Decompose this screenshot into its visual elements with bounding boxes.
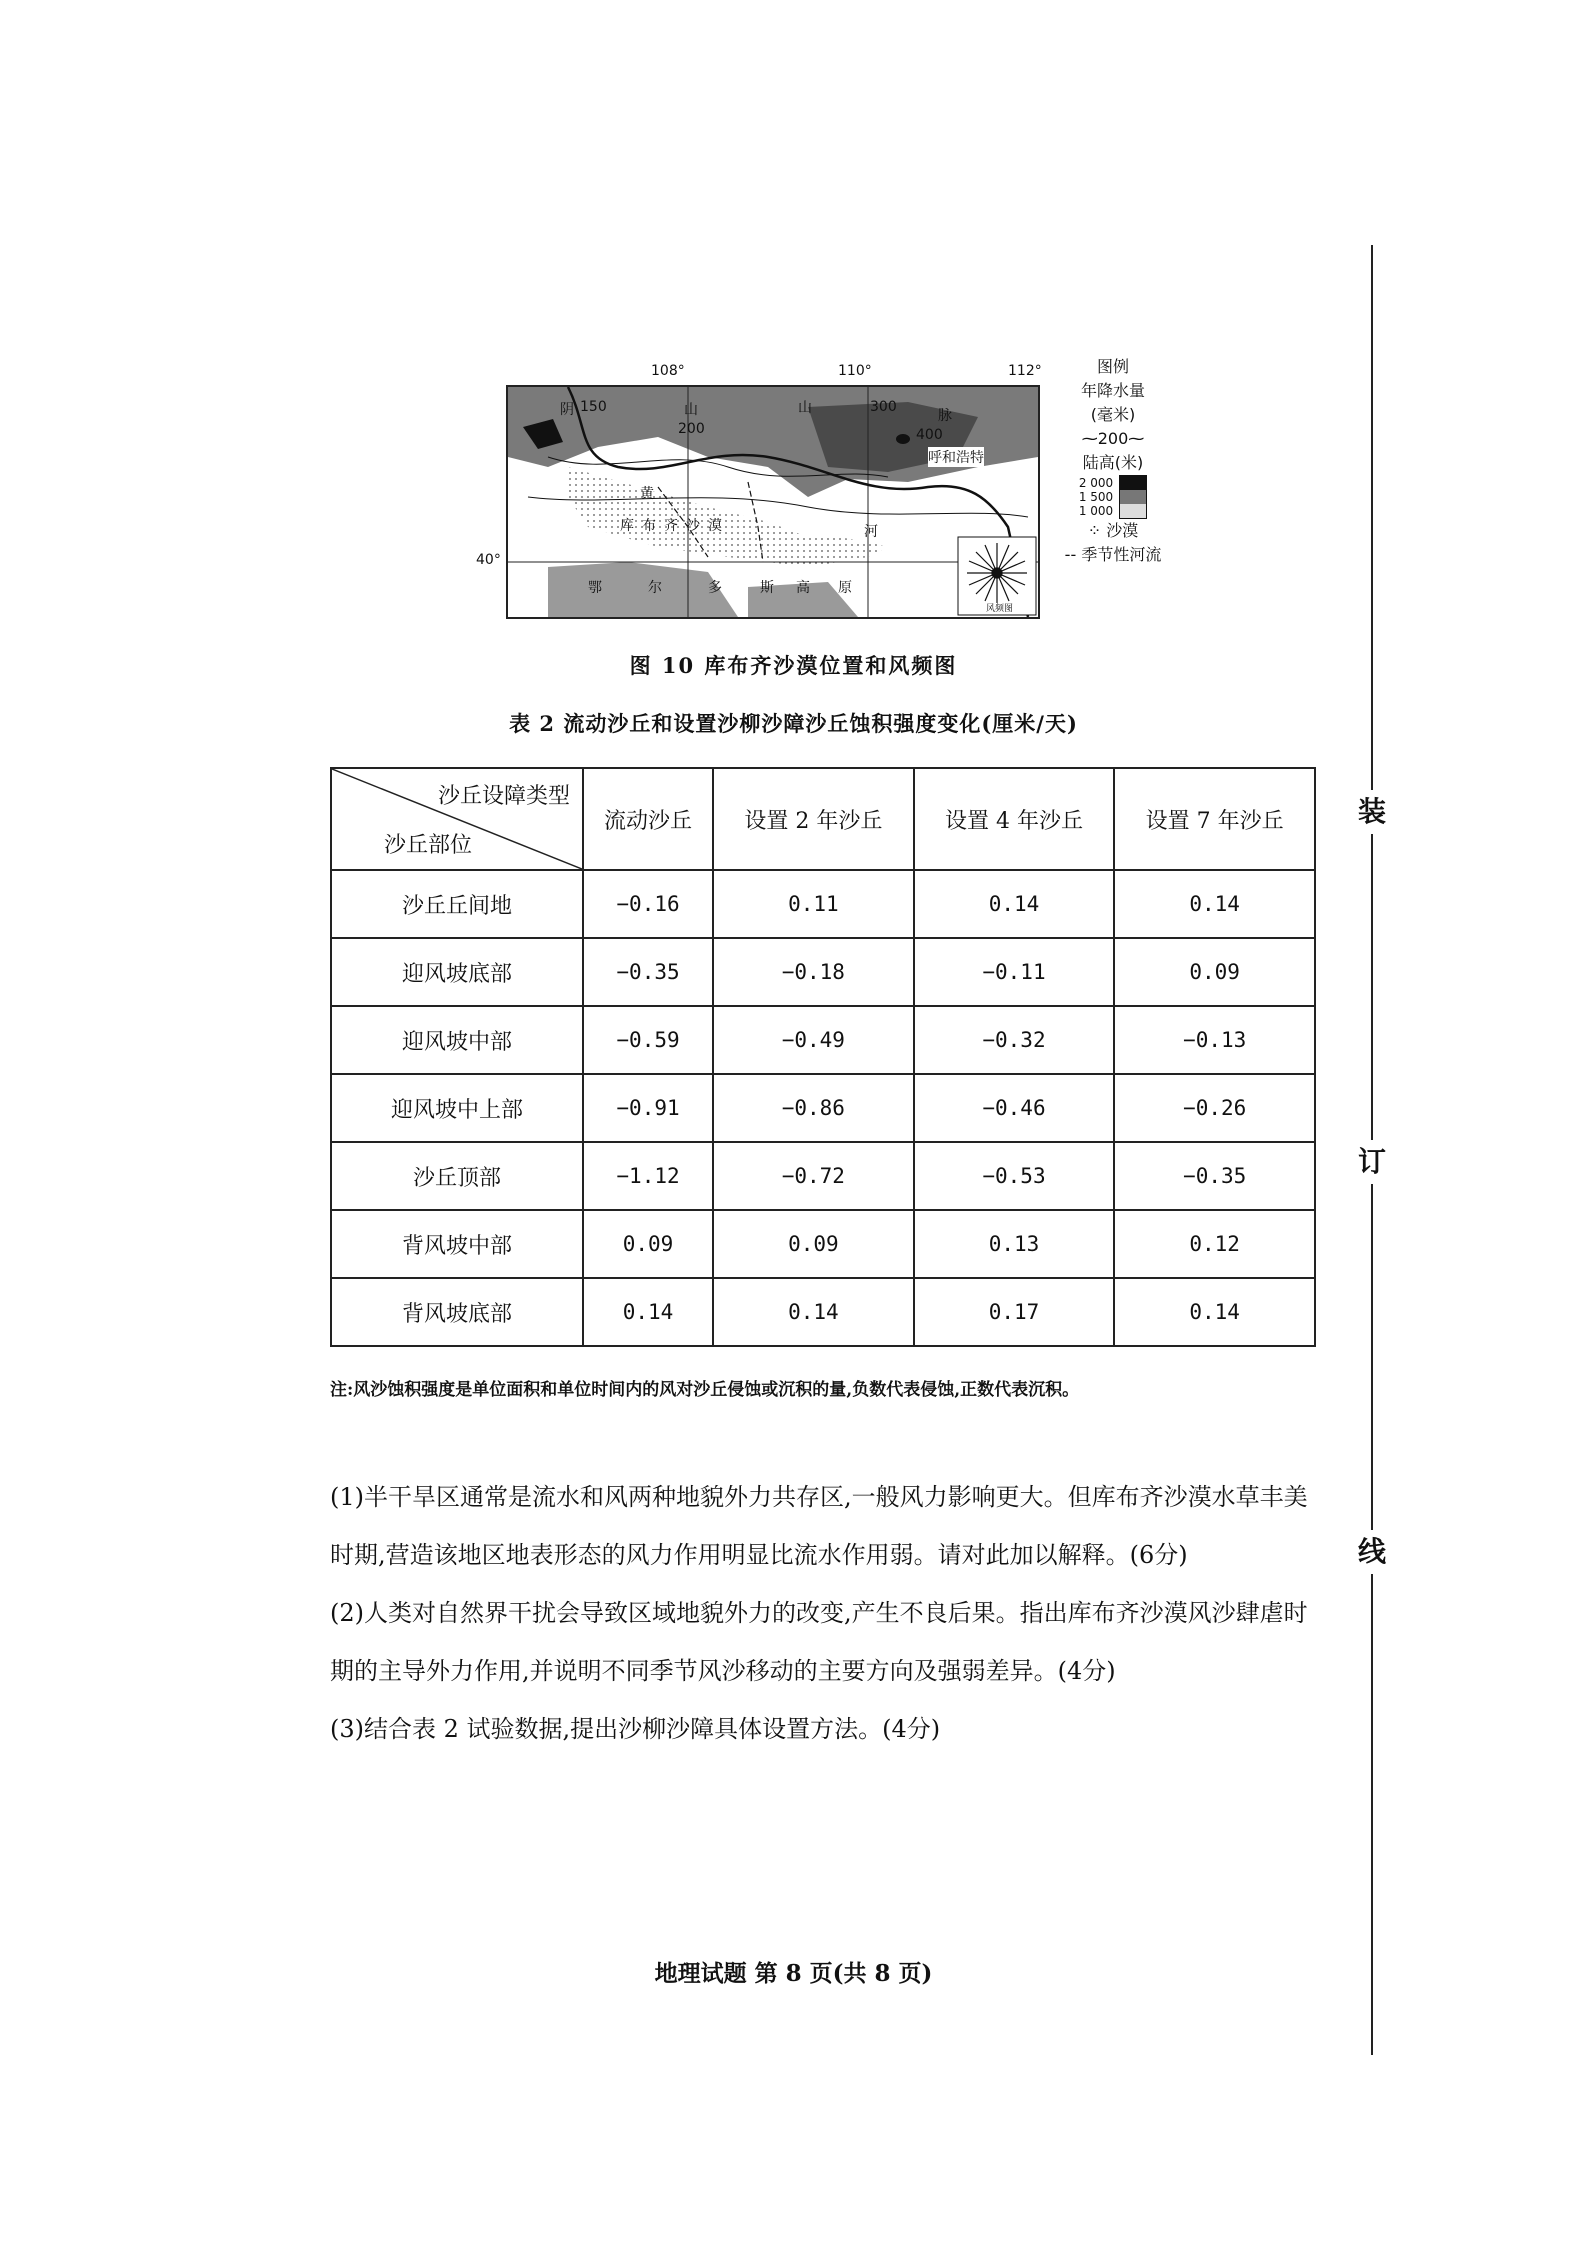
legend-river: -- 季节性河流 [1064, 545, 1162, 564]
row-label: 迎风坡底部 [331, 938, 583, 1006]
table-row [331, 1210, 1315, 1278]
contour-label-200: 200 [678, 421, 705, 437]
legend-title: 图例 [1096, 357, 1129, 376]
legend-precip: 年降水量 [1080, 381, 1145, 400]
row-label: 迎风坡中部 [331, 1006, 583, 1074]
place-hohhot: 呼和浩特 [928, 447, 984, 467]
table-cell: −0.26 [1114, 1074, 1315, 1142]
binding-mark-zhuang: 装 [1350, 790, 1394, 834]
place-shan-2: 山 [798, 400, 812, 416]
corner-top-label: 沙丘设障类型 [437, 784, 570, 809]
table-cell: 0.12 [1114, 1210, 1315, 1278]
table-cell: −0.35 [583, 938, 713, 1006]
lon-label-108: 108° [651, 363, 685, 379]
table-caption: 表 2 流动沙丘和设置沙柳沙障沙丘蚀积强度变化(厘米/天) [509, 711, 1078, 736]
place-shan-1: 山 [684, 402, 698, 418]
contour-label-400: 400 [916, 427, 943, 443]
table-cell: −0.16 [583, 870, 713, 938]
legend-contour-sample: ⁓200⁓ [1081, 429, 1145, 448]
table-row [331, 1142, 1315, 1210]
table-cell: 0.17 [914, 1278, 1115, 1346]
question-3: (3)结合表 2 试验数据,提出沙柳沙障具体设置方法。(4分) [330, 1715, 941, 1743]
table-cell: −0.11 [914, 938, 1115, 1006]
legend-elev: 陆高(米) [1082, 453, 1144, 472]
column-header: 设置 7 年沙丘 [1114, 768, 1315, 870]
map-legend [1058, 355, 1168, 567]
place-mai: 脉 [938, 408, 952, 424]
table-cell: 0.14 [1114, 1278, 1315, 1346]
legend-elev-scale: 2 000 1 500 1 000 [1058, 475, 1168, 519]
table-cell: 0.14 [583, 1278, 713, 1346]
table-row [331, 938, 1315, 1006]
table-cell: 0.14 [914, 870, 1115, 938]
question-1: (1)半干旱区通常是流水和风两种地貌外力共存区,一般风力影响更大。但库布齐沙漠水草丰美时期,营造该地区地表形态的风力作用明显比流水作用弱。请对此加以解释。(6分) [330, 1483, 1308, 1569]
table-cell: −0.13 [1114, 1006, 1315, 1074]
table-cell: −0.59 [583, 1006, 713, 1074]
map-box [506, 385, 1040, 619]
table-cell: 0.09 [1114, 938, 1315, 1006]
place-he: 河 [864, 524, 878, 540]
row-label: 背风坡中部 [331, 1210, 583, 1278]
column-header: 流动沙丘 [583, 768, 713, 870]
table-cell: −0.91 [583, 1074, 713, 1142]
question-2: (2)人类对自然界干扰会导致区域地貌外力的改变,产生不良后果。指出库布齐沙漠风沙肆虐时期的主导外力作用,并说明不同季节风沙移动的主要方向及强弱差异。(4分) [330, 1599, 1308, 1685]
map-figure [468, 355, 1168, 625]
questions [330, 1468, 1320, 1758]
table-cell: −0.18 [713, 938, 914, 1006]
place-er: 尔 [648, 580, 662, 596]
windrose-icon [967, 543, 1027, 603]
legend-desert: ⁘ 沙漠 [1087, 521, 1139, 540]
place-si: 斯 [760, 580, 774, 596]
place-gao: 高 [796, 580, 810, 596]
table-cell: −0.72 [713, 1142, 914, 1210]
table-row [331, 1278, 1315, 1346]
windrose-caption: 风频图 [986, 604, 1014, 614]
lake-hohhot [896, 434, 910, 444]
binding-mark-xian: 线 [1350, 1530, 1394, 1574]
contour-label-300: 300 [870, 399, 897, 415]
row-label: 背风坡底部 [331, 1278, 583, 1346]
row-label: 沙丘顶部 [331, 1142, 583, 1210]
corner-bottom-label: 沙丘部位 [384, 833, 473, 858]
table-header-row [331, 768, 1315, 870]
table-row [331, 870, 1315, 938]
table-cell: −0.53 [914, 1142, 1115, 1210]
table-cell: −0.35 [1114, 1142, 1315, 1210]
table-cell: 0.14 [713, 1278, 914, 1346]
lat-label-40: 40° [476, 552, 501, 568]
row-label: 迎风坡中上部 [331, 1074, 583, 1142]
table-cell: −0.32 [914, 1006, 1115, 1074]
place-huang: 黄 [640, 486, 654, 502]
table-cell: −0.86 [713, 1074, 914, 1142]
place-duo: 多 [708, 580, 722, 596]
table-corner-cell [331, 768, 583, 870]
legend-precip-unit: (毫米) [1090, 405, 1136, 424]
place-kubuqi: 库布齐沙漠 [620, 518, 730, 534]
table-cell: 0.14 [1114, 870, 1315, 938]
table-cell: 0.09 [583, 1210, 713, 1278]
table-cell: 0.11 [713, 870, 914, 938]
row-label: 沙丘丘间地 [331, 870, 583, 938]
data-table [330, 767, 1316, 1347]
column-header: 设置 4 年沙丘 [914, 768, 1115, 870]
place-yuan: 原 [838, 580, 852, 596]
column-header: 设置 2 年沙丘 [713, 768, 914, 870]
table-cell: −1.12 [583, 1142, 713, 1210]
table-cell: 0.09 [713, 1210, 914, 1278]
page-footer: 地理试题 第 8 页(共 8 页) [654, 1960, 933, 1987]
table-note: 注:风沙蚀积强度是单位面积和单位时间内的风对沙丘侵蚀或沉积的量,负数代表侵蚀,正数代表沉积。 [330, 1380, 1080, 1400]
table-row [331, 1006, 1315, 1074]
table-cell: −0.49 [713, 1006, 914, 1074]
table-cell: −0.46 [914, 1074, 1115, 1142]
table-row [331, 1074, 1315, 1142]
place-yin: 阴 [560, 402, 574, 418]
lon-label-112: 112° [1008, 363, 1042, 379]
place-e: 鄂 [588, 580, 602, 596]
table-cell: 0.13 [914, 1210, 1115, 1278]
contour-label-150: 150 [580, 399, 607, 415]
lon-label-110: 110° [838, 363, 872, 379]
binding-mark-ding: 订 [1350, 1140, 1394, 1184]
figure-caption: 图 10 库布齐沙漠位置和风频图 [629, 653, 958, 678]
